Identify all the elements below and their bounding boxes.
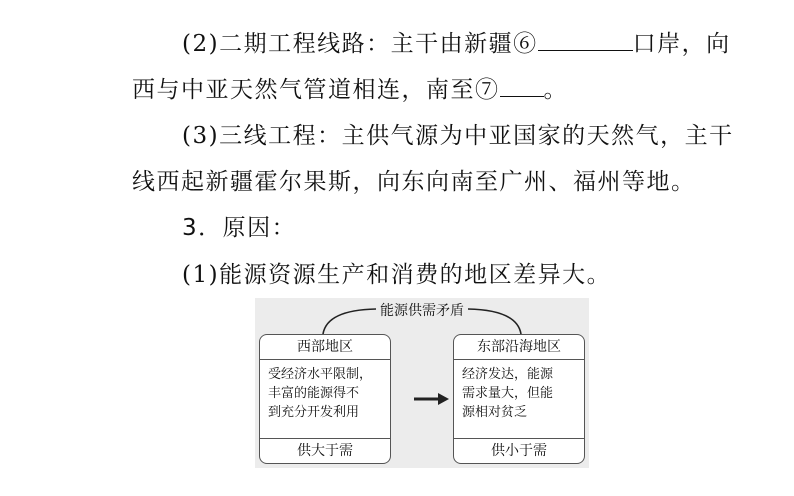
phase2-text-b: 口岸，向	[632, 31, 731, 57]
east-region-conclusion: 供小于需	[454, 438, 584, 463]
arrow-icon	[414, 393, 449, 405]
phase2-text-c: 西与中亚天然气管道相连，南至⑦	[132, 77, 500, 103]
section-heading-reasons: 3．原因：	[182, 215, 297, 241]
answer-blank-6	[538, 30, 633, 51]
east-region-description: 经济发达，能源 需求量大，但能 源相对贫乏	[462, 367, 554, 420]
west-region-conclusion: 供大于需	[260, 438, 390, 463]
paragraph-phase3-line1: (3)三线工程：主供气源为中亚国家的天然气，主干	[182, 123, 734, 149]
east-region-heading: 东部沿海地区	[454, 335, 584, 360]
answer-blank-7	[500, 76, 544, 97]
paragraph-phase2-line1	[182, 29, 731, 59]
right-brace-curve	[468, 309, 521, 334]
west-region-box	[259, 334, 391, 464]
west-region-description: 受经济水平限制， 丰富的能源得不 到充分开发利用	[268, 367, 373, 420]
paragraph-phase2-line2	[132, 75, 568, 105]
diagram-title: 能源供需矛盾	[376, 300, 468, 320]
phase2-text-d: 。	[543, 77, 568, 103]
east-region-box	[453, 334, 585, 464]
left-brace-curve	[323, 309, 376, 334]
phase2-text-a: (2)二期工程线路：主干由新疆⑥	[182, 31, 538, 57]
west-region-heading: 西部地区	[260, 335, 390, 360]
supply-demand-diagram	[255, 298, 589, 468]
paragraph-phase3-line2: 线西起新疆霍尔果斯，向东向南至广州、福州等地。	[132, 169, 696, 195]
paragraph-reason-1: (1)能源资源生产和消费的地区差异大。	[182, 262, 612, 288]
